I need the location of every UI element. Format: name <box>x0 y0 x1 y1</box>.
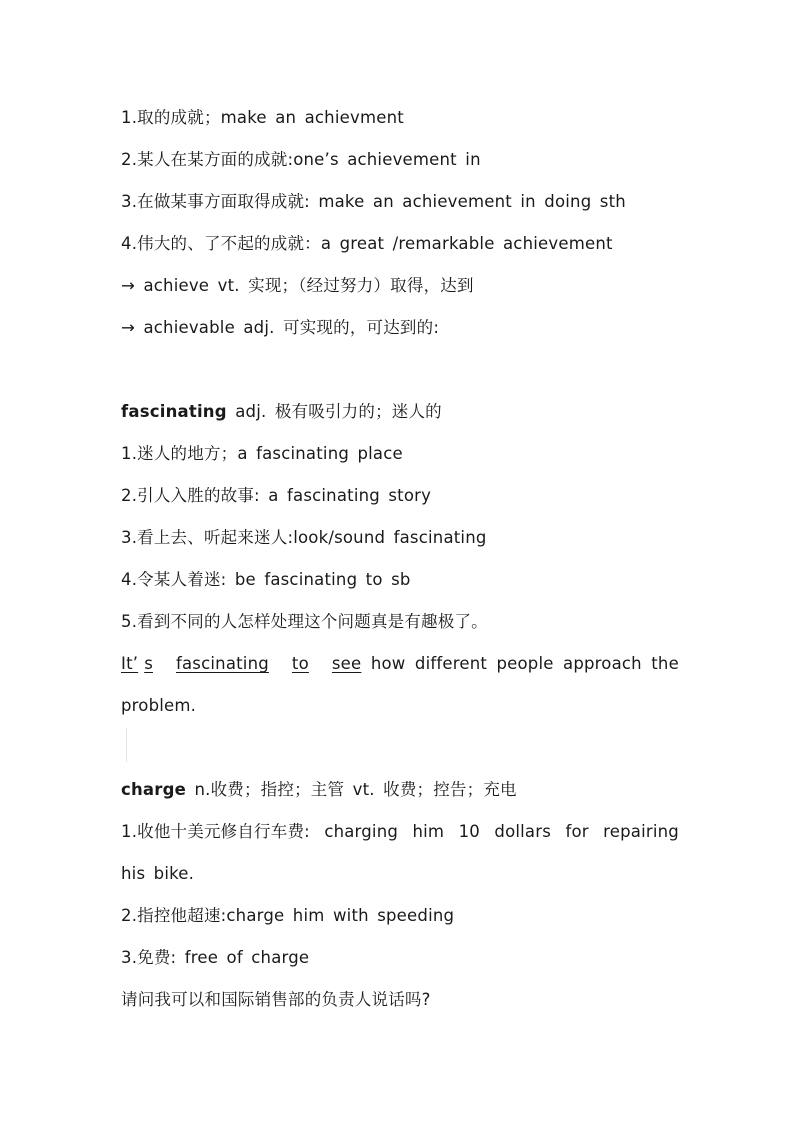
charge-line-1-word: repairing <box>603 822 679 841</box>
fascinating-line-1: 1.迷人的地方；a fascinating place <box>121 444 403 463</box>
charge-line-1 <box>121 820 679 844</box>
achievement-line-1: 1.取的成就；make an achievment <box>121 108 404 127</box>
charge-line-1-word: charging <box>324 822 399 841</box>
fascinating-line-2: 2.引人入胜的故事: a fascinating story <box>121 486 432 505</box>
fascinating-definition: adj. 极有吸引力的；迷人的 <box>226 402 442 421</box>
example-word: how <box>370 654 406 673</box>
charge-question-line: 请问我可以和国际销售部的负责人说话吗? <box>121 990 431 1009</box>
fascinating-entry-line <box>121 400 442 424</box>
fascinating-example-continuation: problem. <box>121 696 197 715</box>
achievable-derivative-line: → achievable adj. 可实现的，可达到的: <box>121 318 440 337</box>
example-word: people <box>496 654 554 673</box>
margin-mark <box>126 728 127 762</box>
charge-line-1-word: for <box>565 822 589 841</box>
charge-definition: n.收费；指控；主管 vt. 收费；控告；充电 <box>186 780 517 799</box>
charge-line-3: 3.免费: free of charge <box>121 948 310 967</box>
charge-line-2: 2.指控他超速:charge him with speeding <box>121 906 455 925</box>
example-word: different <box>414 654 488 673</box>
example-word: the <box>651 654 679 673</box>
example-word: approach <box>563 654 642 673</box>
charge-line-1-continuation: his bike. <box>121 864 195 883</box>
fascinating-headword: fascinating <box>121 402 227 421</box>
charge-line-1-word: him <box>412 822 445 841</box>
example-underlined-phrase: It’ s fascinating to see <box>121 654 362 673</box>
fascinating-line-3: 3.看上去、听起来迷人:look/sound fascinating <box>121 528 487 547</box>
charge-entry-line <box>121 778 517 802</box>
charge-line-1-word: dollars <box>494 822 552 841</box>
charge-headword: charge <box>121 780 187 799</box>
fascinating-example-sentence <box>121 652 679 676</box>
charge-line-1-word: 10 <box>458 822 480 841</box>
fascinating-line-5: 5.看到不同的人怎样处理这个问题真是有趣极了。 <box>121 612 488 631</box>
fascinating-line-4: 4.令某人着迷: be fascinating to sb <box>121 570 411 589</box>
achievement-line-2: 2.某人在某方面的成就:one’s achievement in <box>121 150 481 169</box>
achievement-line-4: 4.伟大的、了不起的成就：a great /remarkable achievement <box>121 234 613 253</box>
achieve-derivative-line: → achieve vt. 实现；（经过努力）取得，达到 <box>121 276 474 295</box>
achievement-line-3: 3.在做某事方面取得成就: make an achievement in doing sth <box>121 192 626 211</box>
charge-line-1-word: 1.收他十美元修自行车费: <box>121 822 310 841</box>
